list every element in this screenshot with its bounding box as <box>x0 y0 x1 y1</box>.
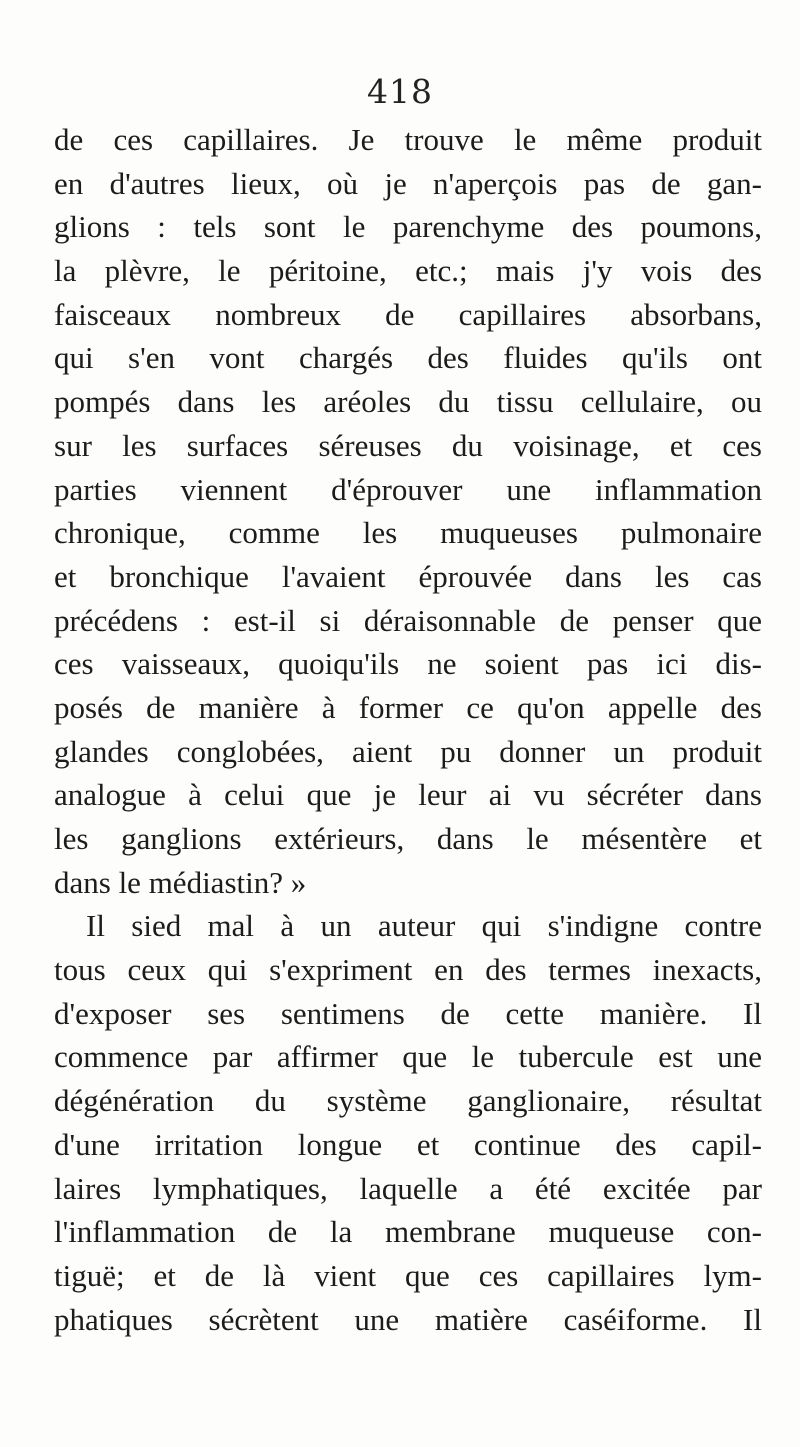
text-line: dans le médiastin? » <box>54 864 307 900</box>
text-line: chronique, comme les muqueuses pulmonaire <box>54 515 762 551</box>
text-line: glandes conglobées, aient pu donner un produit <box>54 733 762 769</box>
text-line: et bronchique l'avaient éprouvée dans les cas <box>54 558 762 594</box>
text-line: d'exposer ses sentimens de cette manière. Il <box>54 995 762 1031</box>
text-line: faisceaux nombreux de capillaires absorbans, <box>54 296 762 332</box>
text-line: en d'autres lieux, où je n'aperçois pas de gan- <box>54 165 762 201</box>
text-line: analogue à celui que je leur ai vu sécréter dans <box>54 777 762 813</box>
text-line: dégénération du système ganglionaire, résultat <box>54 1083 762 1119</box>
text-line: Il sied mal à un auteur qui s'indigne contre <box>86 908 762 944</box>
text-line: d'une irritation longue et continue des capil- <box>54 1126 762 1162</box>
page-number: 418 <box>367 72 433 111</box>
text-line: parties viennent d'éprouver une inflammation <box>54 471 762 507</box>
text-line: l'inflammation de la membrane muqueuse con- <box>54 1214 762 1250</box>
text-line: glions : tels sont le parenchyme des poumons, <box>54 209 762 245</box>
body-text <box>54 118 762 1341</box>
text-line: qui s'en vont chargés des fluides qu'ils ont <box>54 340 762 376</box>
text-line: commence par affirmer que le tubercule est une <box>54 1039 762 1075</box>
text-line: précédens : est-il si déraisonnable de penser que <box>54 602 762 638</box>
text-line: sur les surfaces séreuses du voisinage, et ces <box>54 427 762 463</box>
text-line: pompés dans les aréoles du tissu cellulaire, ou <box>54 384 762 420</box>
text-line: ces vaisseaux, quoiqu'ils ne soient pas ici dis- <box>54 646 762 682</box>
text-line: posés de manière à former ce qu'on appelle des <box>54 689 762 725</box>
text-line: la plèvre, le péritoine, etc.; mais j'y vois des <box>54 253 762 289</box>
text-line: de ces capillaires. Je trouve le même produit <box>54 122 762 157</box>
text-line: tiguë; et de là vient que ces capillaires lym- <box>54 1257 762 1293</box>
text-line: tous ceux qui s'expriment en des termes inexacts, <box>54 952 762 988</box>
text-line: phatiques sécrètent une matière caséiforme. Il <box>54 1301 762 1337</box>
text-line: laires lymphatiques, laquelle a été excitée par <box>54 1170 762 1206</box>
text-line: les ganglions extérieurs, dans le mésentère et <box>54 821 762 856</box>
